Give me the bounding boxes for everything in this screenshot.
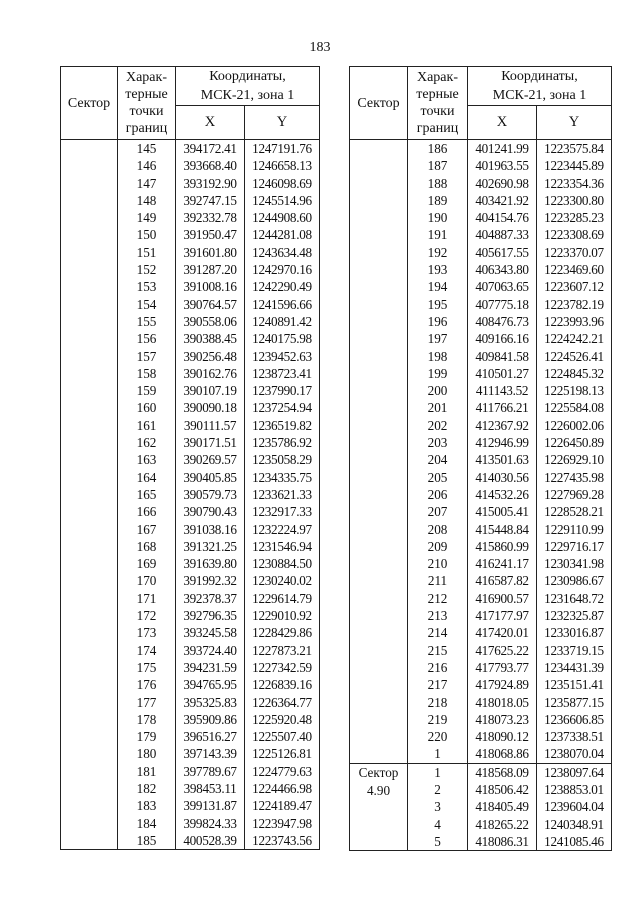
- x-value: 391321.25: [176, 538, 245, 555]
- point-number: 175: [118, 659, 176, 676]
- y-value: 1227969.28: [537, 486, 612, 503]
- point-number: 170: [118, 572, 176, 589]
- y-value: 1233016.87: [537, 624, 612, 641]
- x-value: 390090.18: [176, 399, 245, 416]
- x-value: 416587.82: [468, 572, 537, 589]
- point-number: 178: [118, 711, 176, 728]
- x-value: 390764.57: [176, 296, 245, 313]
- x-value: 392378.37: [176, 590, 245, 607]
- y-value: 1237338.51: [537, 728, 612, 745]
- point-number: 219: [408, 711, 468, 728]
- x-value: 390558.06: [176, 313, 245, 330]
- x-value: 399824.33: [176, 815, 245, 832]
- x-value: 393245.58: [176, 624, 245, 641]
- x-value: 394231.59: [176, 659, 245, 676]
- right-table-body: [350, 140, 612, 851]
- point-number: 176: [118, 676, 176, 693]
- x-value: 395909.86: [176, 711, 245, 728]
- point-number: 164: [118, 469, 176, 486]
- point-number: 217: [408, 676, 468, 693]
- y-value: 1236519.82: [245, 417, 320, 434]
- point-number: 163: [118, 451, 176, 468]
- point-number: 218: [408, 694, 468, 711]
- x-value: 391038.16: [176, 521, 245, 538]
- y-value: 1224189.47: [245, 797, 320, 814]
- x-value: 417420.01: [468, 624, 537, 641]
- y-value: 1223575.84: [537, 140, 612, 158]
- point-number: 149: [118, 209, 176, 226]
- y-value: 1239452.63: [245, 348, 320, 365]
- point-number: 192: [408, 244, 468, 261]
- x-value: 418265.22: [468, 816, 537, 833]
- x-value: 396516.27: [176, 728, 245, 745]
- x-value: 406343.80: [468, 261, 537, 278]
- point-number: 147: [118, 175, 176, 192]
- point-number: 146: [118, 157, 176, 174]
- x-value: 409841.58: [468, 348, 537, 365]
- point-number: 151: [118, 244, 176, 261]
- point-number: 168: [118, 538, 176, 555]
- x-value: 417924.89: [468, 676, 537, 693]
- x-value: 410501.27: [468, 365, 537, 382]
- y-value: 1238070.04: [537, 745, 612, 763]
- x-value: 404887.33: [468, 226, 537, 243]
- y-value: 1226839.16: [245, 676, 320, 693]
- x-value: 390790.43: [176, 503, 245, 520]
- y-value: 1247191.76: [245, 140, 320, 158]
- point-number: 166: [118, 503, 176, 520]
- x-value: 408476.73: [468, 313, 537, 330]
- y-value: 1241085.46: [537, 833, 612, 851]
- point-number: 197: [408, 330, 468, 347]
- point-number: 162: [118, 434, 176, 451]
- y-value: 1240348.91: [537, 816, 612, 833]
- table-row: [350, 763, 612, 781]
- point-number: 187: [408, 157, 468, 174]
- point-number: 182: [118, 780, 176, 797]
- x-value: 415005.41: [468, 503, 537, 520]
- y-value: 1235877.15: [537, 694, 612, 711]
- x-value: 398453.11: [176, 780, 245, 797]
- char-points-header: Харак- терные точки границ: [118, 67, 176, 140]
- y-value: 1223308.69: [537, 226, 612, 243]
- y-value: 1233719.15: [537, 642, 612, 659]
- point-number: 2: [408, 781, 468, 798]
- x-value: 418568.09: [468, 763, 537, 781]
- x-value: 391639.80: [176, 555, 245, 572]
- point-number: 165: [118, 486, 176, 503]
- y-value: 1223445.89: [537, 157, 612, 174]
- x-value: 418090.12: [468, 728, 537, 745]
- sector-cell: [61, 140, 118, 850]
- point-number: 180: [118, 745, 176, 762]
- y-value: 1238723.41: [245, 365, 320, 382]
- y-value: 1226364.77: [245, 694, 320, 711]
- x-value: 391287.20: [176, 261, 245, 278]
- x-value: 399131.87: [176, 797, 245, 814]
- point-number: 186: [408, 140, 468, 158]
- y-value: 1223370.07: [537, 244, 612, 261]
- x-value: 390171.51: [176, 434, 245, 451]
- y-value: 1223285.23: [537, 209, 612, 226]
- y-value: 1232917.33: [245, 503, 320, 520]
- y-value: 1233621.33: [245, 486, 320, 503]
- point-number: 215: [408, 642, 468, 659]
- y-header: Y: [245, 106, 320, 140]
- x-value: 394765.95: [176, 676, 245, 693]
- x-value: 391601.80: [176, 244, 245, 261]
- point-number: 159: [118, 382, 176, 399]
- x-value: 397143.39: [176, 745, 245, 762]
- sector-header: Сектор: [61, 67, 118, 140]
- point-number: 158: [118, 365, 176, 382]
- page-number: 183: [309, 40, 331, 55]
- point-number: 205: [408, 469, 468, 486]
- point-number: 179: [118, 728, 176, 745]
- point-number: 191: [408, 226, 468, 243]
- x-value: 401241.99: [468, 140, 537, 158]
- point-number: 207: [408, 503, 468, 520]
- sector-cell: [350, 140, 408, 764]
- point-number: 194: [408, 278, 468, 295]
- point-number: 184: [118, 815, 176, 832]
- point-number: 145: [118, 140, 176, 158]
- x-value: 403421.92: [468, 192, 537, 209]
- x-value: 415448.84: [468, 521, 537, 538]
- x-value: 414532.26: [468, 486, 537, 503]
- y-value: 1243634.48: [245, 244, 320, 261]
- x-value: 418086.31: [468, 833, 537, 851]
- y-value: 1236606.85: [537, 711, 612, 728]
- y-value: 1232325.87: [537, 607, 612, 624]
- y-value: 1242290.49: [245, 278, 320, 295]
- x-value: 411766.21: [468, 399, 537, 416]
- y-value: 1225507.40: [245, 728, 320, 745]
- x-value: 390579.73: [176, 486, 245, 503]
- y-value: 1230240.02: [245, 572, 320, 589]
- x-value: 416241.17: [468, 555, 537, 572]
- y-value: 1244908.60: [245, 209, 320, 226]
- point-number: 212: [408, 590, 468, 607]
- y-header: Y: [537, 106, 612, 140]
- x-value: 401963.55: [468, 157, 537, 174]
- x-value: 407063.65: [468, 278, 537, 295]
- x-value: 391950.47: [176, 226, 245, 243]
- x-value: 391992.32: [176, 572, 245, 589]
- point-number: 155: [118, 313, 176, 330]
- point-number: 189: [408, 192, 468, 209]
- point-number: 156: [118, 330, 176, 347]
- y-value: 1223607.12: [537, 278, 612, 295]
- x-value: 390162.76: [176, 365, 245, 382]
- y-value: 1230884.50: [245, 555, 320, 572]
- point-number: 183: [118, 797, 176, 814]
- y-value: 1226002.06: [537, 417, 612, 434]
- x-value: 418068.86: [468, 745, 537, 763]
- coordinates-table-left: [60, 66, 320, 850]
- x-value: 413501.63: [468, 451, 537, 468]
- point-number: 5: [408, 833, 468, 851]
- point-number: 152: [118, 261, 176, 278]
- point-number: 169: [118, 555, 176, 572]
- y-value: 1234431.39: [537, 659, 612, 676]
- y-value: 1239604.04: [537, 798, 612, 815]
- x-value: 393724.40: [176, 642, 245, 659]
- table-row: [350, 140, 612, 158]
- x-value: 418018.05: [468, 694, 537, 711]
- y-value: 1224242.21: [537, 330, 612, 347]
- y-value: 1230986.67: [537, 572, 612, 589]
- x-value: 411143.52: [468, 382, 537, 399]
- left-table-body: [61, 140, 320, 850]
- point-number: 171: [118, 590, 176, 607]
- x-value: 407775.18: [468, 296, 537, 313]
- y-value: 1225920.48: [245, 711, 320, 728]
- y-value: 1228429.86: [245, 624, 320, 641]
- point-number: 181: [118, 763, 176, 780]
- x-value: 400528.39: [176, 832, 245, 850]
- x-value: 390388.45: [176, 330, 245, 347]
- y-value: 1231648.72: [537, 590, 612, 607]
- coords-header: Координаты, МСК-21, зона 1: [468, 67, 612, 106]
- y-value: 1234335.75: [245, 469, 320, 486]
- y-value: 1230341.98: [537, 555, 612, 572]
- sector-label-cell: [350, 763, 408, 850]
- x-value: 417793.77: [468, 659, 537, 676]
- point-number: 193: [408, 261, 468, 278]
- x-value: 404154.76: [468, 209, 537, 226]
- point-number: 154: [118, 296, 176, 313]
- y-value: 1229614.79: [245, 590, 320, 607]
- x-value: 412946.99: [468, 434, 537, 451]
- sector-header: Сектор: [350, 67, 408, 140]
- y-value: 1224845.32: [537, 365, 612, 382]
- y-value: 1223947.98: [245, 815, 320, 832]
- x-header: X: [176, 106, 245, 140]
- point-number: 161: [118, 417, 176, 434]
- point-number: 153: [118, 278, 176, 295]
- y-value: 1229716.17: [537, 538, 612, 555]
- point-number: 3: [408, 798, 468, 815]
- y-value: 1241596.66: [245, 296, 320, 313]
- x-value: 390111.57: [176, 417, 245, 434]
- sector-number: 4.90: [366, 782, 391, 798]
- y-value: 1242970.16: [245, 261, 320, 278]
- point-number: 188: [408, 175, 468, 192]
- x-value: 415860.99: [468, 538, 537, 555]
- y-value: 1225198.13: [537, 382, 612, 399]
- point-number: 167: [118, 521, 176, 538]
- x-value: 393192.90: [176, 175, 245, 192]
- y-value: 1223782.19: [537, 296, 612, 313]
- y-value: 1223993.96: [537, 313, 612, 330]
- x-value: 395325.83: [176, 694, 245, 711]
- y-value: 1245514.96: [245, 192, 320, 209]
- y-value: 1224466.98: [245, 780, 320, 797]
- y-value: 1237254.94: [245, 399, 320, 416]
- y-value: 1231546.94: [245, 538, 320, 555]
- point-number: 211: [408, 572, 468, 589]
- y-value: 1237990.17: [245, 382, 320, 399]
- y-value: 1244281.08: [245, 226, 320, 243]
- y-value: 1240891.42: [245, 313, 320, 330]
- point-number: 206: [408, 486, 468, 503]
- point-number: 185: [118, 832, 176, 850]
- x-value: 412367.92: [468, 417, 537, 434]
- y-value: 1224526.41: [537, 348, 612, 365]
- table-row: [61, 140, 320, 158]
- point-number: 198: [408, 348, 468, 365]
- y-value: 1227873.21: [245, 642, 320, 659]
- point-number: 150: [118, 226, 176, 243]
- y-value: 1225126.81: [245, 745, 320, 762]
- x-value: 390256.48: [176, 348, 245, 365]
- x-value: 393668.40: [176, 157, 245, 174]
- point-number: 216: [408, 659, 468, 676]
- x-value: 409166.16: [468, 330, 537, 347]
- coords-header: Координаты, МСК-21, зона 1: [176, 67, 320, 106]
- point-number: 173: [118, 624, 176, 641]
- y-value: 1223743.56: [245, 832, 320, 850]
- y-value: 1228528.21: [537, 503, 612, 520]
- point-number: 208: [408, 521, 468, 538]
- y-value: 1246658.13: [245, 157, 320, 174]
- point-number: 1: [408, 745, 468, 763]
- y-value: 1223469.60: [537, 261, 612, 278]
- point-number: 220: [408, 728, 468, 745]
- x-value: 390405.85: [176, 469, 245, 486]
- y-value: 1224779.63: [245, 763, 320, 780]
- y-value: 1235151.41: [537, 676, 612, 693]
- x-value: 390107.19: [176, 382, 245, 399]
- y-value: 1226450.89: [537, 434, 612, 451]
- y-value: 1232224.97: [245, 521, 320, 538]
- y-value: 1226929.10: [537, 451, 612, 468]
- x-value: 417177.97: [468, 607, 537, 624]
- x-value: 392332.78: [176, 209, 245, 226]
- point-number: 1: [408, 763, 468, 781]
- x-value: 392796.35: [176, 607, 245, 624]
- y-value: 1227435.98: [537, 469, 612, 486]
- y-value: 1235058.29: [245, 451, 320, 468]
- x-value: 392747.15: [176, 192, 245, 209]
- x-value: 418506.42: [468, 781, 537, 798]
- y-value: 1240175.98: [245, 330, 320, 347]
- x-value: 416900.57: [468, 590, 537, 607]
- point-number: 199: [408, 365, 468, 382]
- point-number: 200: [408, 382, 468, 399]
- y-value: 1223300.80: [537, 192, 612, 209]
- point-number: 202: [408, 417, 468, 434]
- coordinates-table-right: [349, 66, 612, 851]
- x-value: 394172.41: [176, 140, 245, 158]
- point-number: 201: [408, 399, 468, 416]
- x-value: 418073.23: [468, 711, 537, 728]
- y-value: 1223354.36: [537, 175, 612, 192]
- sector-label: Сектор: [358, 764, 399, 780]
- point-number: 190: [408, 209, 468, 226]
- point-number: 209: [408, 538, 468, 555]
- point-number: 195: [408, 296, 468, 313]
- point-number: 203: [408, 434, 468, 451]
- point-number: 160: [118, 399, 176, 416]
- point-number: 4: [408, 816, 468, 833]
- point-number: 213: [408, 607, 468, 624]
- char-points-header: Харак- терные точки границ: [408, 67, 468, 140]
- x-header: X: [468, 106, 537, 140]
- point-number: 210: [408, 555, 468, 572]
- y-value: 1235786.92: [245, 434, 320, 451]
- x-value: 417625.22: [468, 642, 537, 659]
- x-value: 397789.67: [176, 763, 245, 780]
- x-value: 391008.16: [176, 278, 245, 295]
- point-number: 177: [118, 694, 176, 711]
- x-value: 390269.57: [176, 451, 245, 468]
- y-value: 1238853.01: [537, 781, 612, 798]
- x-value: 418405.49: [468, 798, 537, 815]
- y-value: 1229110.99: [537, 521, 612, 538]
- point-number: 157: [118, 348, 176, 365]
- y-value: 1225584.08: [537, 399, 612, 416]
- x-value: 414030.56: [468, 469, 537, 486]
- point-number: 214: [408, 624, 468, 641]
- point-number: 196: [408, 313, 468, 330]
- y-value: 1229010.92: [245, 607, 320, 624]
- x-value: 402690.98: [468, 175, 537, 192]
- point-number: 172: [118, 607, 176, 624]
- point-number: 204: [408, 451, 468, 468]
- point-number: 174: [118, 642, 176, 659]
- y-value: 1227342.59: [245, 659, 320, 676]
- y-value: 1246098.69: [245, 175, 320, 192]
- y-value: 1238097.64: [537, 763, 612, 781]
- x-value: 405617.55: [468, 244, 537, 261]
- point-number: 148: [118, 192, 176, 209]
